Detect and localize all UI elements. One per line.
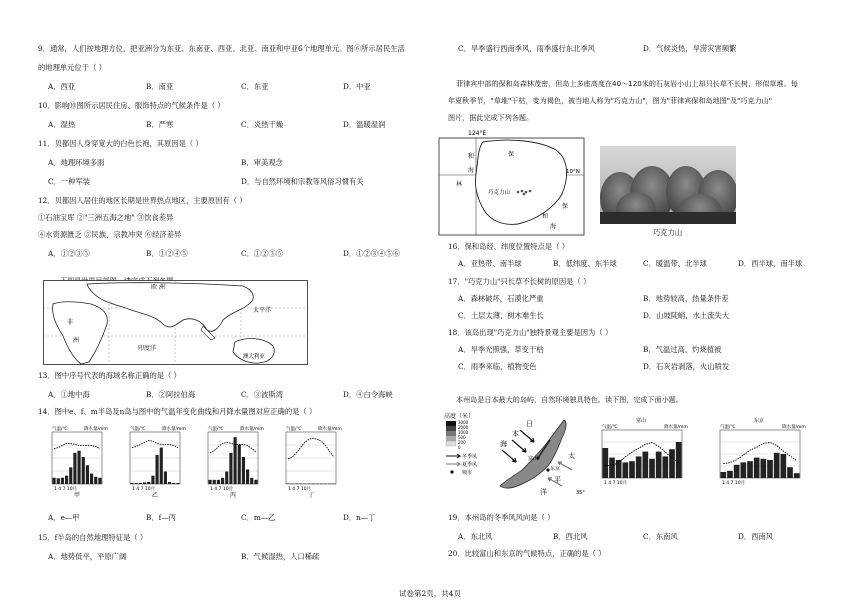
q9-option-b: B．南亚: [146, 82, 174, 91]
rain-bar: [669, 449, 675, 478]
q12-option-a: A．①②③⑤: [48, 249, 90, 258]
q17-option-d: D．山坡陡峭，水土流失大: [643, 311, 730, 320]
map-label-bao-2: 保: [562, 203, 569, 210]
rain-axis-label: 降水量/mm: [240, 427, 264, 432]
rain-bar: [176, 483, 179, 484]
map-label-australia: 澳大利亚: [243, 354, 266, 360]
rain-bar: [328, 483, 331, 484]
rain-bar: [53, 478, 56, 484]
map-label-hai-2: 海: [550, 223, 557, 230]
q9-stem: 9．通常，人们按地理方位，把亚洲分为东亚、东南亚、西亚、北亚、南亚和中亚6个地理单元。图⑥所示居民生活: [38, 44, 405, 53]
rain-bar: [649, 459, 655, 478]
rain-bar: [147, 482, 150, 484]
rain-bar: [246, 469, 249, 484]
map-label-ri: 日: [526, 420, 533, 428]
q12-option-d: D．①②③④⑤⑥: [343, 249, 400, 258]
map-label-hai: 海: [468, 167, 475, 174]
rain-bar: [238, 444, 241, 484]
chart-label: 丙: [230, 492, 237, 499]
legend-level-3000: 3000: [458, 420, 469, 425]
rain-bar: [78, 451, 81, 484]
month-axis-label: 1 4 7 10月: [288, 487, 312, 492]
q15-stem: 15．f半岛的自然地理特征是（ ）: [38, 533, 148, 542]
q14-option-b: B．f—丙: [146, 513, 176, 522]
q14-option-c: C．m—乙: [241, 513, 276, 522]
legend-level-0: 0: [458, 445, 461, 450]
rain-bar: [676, 442, 682, 478]
rain-bar: [156, 455, 159, 484]
climate-chart-2: [208, 425, 264, 499]
rain-bar: [623, 462, 629, 478]
climate-chart-0: [52, 425, 108, 499]
rain-axis-label: 降水量/mm: [84, 427, 108, 432]
q17-option-c: C．土层太薄，树木难生长: [458, 311, 544, 320]
map-label-lin: 林: [456, 181, 463, 188]
q13-option-c: C．③波斯湾: [241, 390, 284, 399]
q15-option-a: A．地势低平，平原广阔: [48, 552, 127, 561]
q16-stem: 16．保和岛经、纬度位置特点是（ ）: [448, 242, 570, 251]
q9-stem-cont: 的地理单元位于（ ）: [38, 63, 106, 72]
elevation-legend-title: 高度（米）: [444, 413, 475, 420]
bohol-intro-line-2: 年夏秋季节，"草堆"干枯，变为褐色，被当地人称为"巧克力山"，图为"菲律宾保和岛地图"及"巧克力山": [448, 96, 773, 105]
q10-stem: 10．影响⑩图所示居民住房、服饰特点的气候条件是（ ）: [38, 101, 225, 110]
rain-bar: [61, 478, 64, 484]
q13-stem: 13．图中序号代表的海域名称正确的是（ ）: [38, 371, 181, 380]
q16-option-c: C．暖温带、北半球: [643, 259, 707, 268]
rain-axis-label: 降水量/mm: [782, 425, 806, 430]
month-axis-label: 1 4 7 10月: [132, 487, 156, 492]
rain-bar: [312, 483, 315, 484]
map-label-europe: 欧 洲: [151, 284, 165, 291]
month-axis-label: 1 4 7 10月: [210, 487, 234, 492]
rain-bar: [636, 456, 642, 478]
rain-bar: [287, 483, 290, 484]
month-axis-label: 1 4 7 10月: [722, 481, 746, 486]
climate-charts: [38, 420, 368, 505]
world-partial-map: [43, 280, 308, 365]
rain-bar: [65, 476, 68, 484]
rain-bar: [225, 472, 228, 484]
map-label-lat-35: 35°: [576, 490, 585, 496]
map-label-africa-1: 非: [67, 319, 74, 326]
rain-bar: [250, 478, 253, 484]
climate-chart-1: [130, 425, 186, 499]
rain-axis-label: 降水量/mm: [318, 427, 342, 432]
rain-bar: [151, 476, 154, 484]
photo-caption: 巧克力山: [653, 228, 683, 237]
rain-bar: [320, 483, 323, 484]
legend-city: 城市: [462, 470, 473, 476]
rain-bar: [781, 454, 787, 478]
rain-bar: [656, 452, 662, 478]
chocolate-hills-photo: [600, 146, 736, 224]
elevation-legend: [446, 421, 456, 446]
chart-label: 丁: [308, 492, 315, 499]
q16-option-a: A．亚热带、南半球: [458, 259, 522, 268]
latitude-label: 10°N: [566, 169, 580, 175]
q19-option-a: A．东北风: [458, 532, 493, 541]
legend-level-200: 200: [458, 440, 466, 445]
legend-level-500: 500: [458, 435, 466, 440]
map-label-pacific: 太平洋: [253, 307, 272, 314]
rain-bar: [139, 483, 142, 484]
rain-bar: [168, 482, 171, 484]
q19-option-c: C．东南风: [643, 532, 678, 541]
rain-bar: [254, 480, 257, 484]
rain-bar: [299, 483, 302, 484]
month-axis-label: 1 4 7 10月: [54, 487, 78, 492]
legend-summer-monsoon: 夏季风: [462, 462, 478, 468]
map-label-tokyo: 东京: [550, 466, 561, 472]
rain-bar: [242, 457, 245, 484]
q9-option-c: C．东亚: [241, 82, 269, 91]
q11-stem: 11．贝都因人身穿宽大的白色长袍，其原因是（ ）: [38, 139, 203, 148]
rain-bar: [213, 480, 216, 484]
rain-bar: [57, 478, 60, 484]
rain-bar: [316, 483, 319, 484]
q12-stem: 12．贝都因人居住的地区长期是世界热点地区，主要原因有（ ）: [38, 196, 247, 205]
rain-bar: [143, 482, 146, 484]
rain-bar: [307, 483, 310, 484]
map-label-chocolate-hills: 巧克力山: [488, 190, 511, 196]
map-label-ping: 平: [554, 476, 561, 484]
rain-bar: [131, 483, 134, 484]
q17-stem: 17．"巧克力山"只长草不长树的原因是（ ）: [448, 277, 591, 286]
rain-bar: [291, 483, 294, 484]
q20-stem: 20．比较富山和东京的气候特点，正确的是（ ）: [448, 549, 606, 558]
chart-label: 甲: [74, 492, 81, 499]
month-axis-label: 1 4 7 10月: [604, 481, 628, 486]
q15-option-c: C．旱季盛行西南季风，雨季盛行东北季风: [458, 44, 595, 53]
rain-bar: [629, 461, 635, 478]
rain-bar: [69, 467, 72, 484]
rain-bar: [324, 483, 327, 484]
rain-bar: [741, 462, 747, 478]
rain-bar: [98, 478, 101, 484]
q18-stem: 18．该岛出现"巧克力山"独特景观主要是因为（ ）: [448, 328, 613, 337]
legend-winter-monsoon: 冬季风: [462, 454, 478, 460]
rain-bar: [774, 453, 780, 478]
q19-option-b: B．西北风: [553, 532, 588, 541]
rain-bar: [747, 461, 753, 478]
chart-label: 乙: [152, 492, 159, 499]
rain-bar: [164, 472, 167, 484]
q10-option-c: C．炎热干燥: [241, 120, 284, 129]
q11-option-c: C．一种军装: [48, 177, 91, 186]
q18-option-c: C．雨季来临，植物变色: [458, 362, 537, 371]
q12-option-c: C．①②③⑤: [241, 249, 284, 258]
rain-bar: [209, 480, 212, 484]
temp-axis-label: 气温/℃: [602, 425, 618, 430]
q16-option-d: D．西半球、南半球: [738, 259, 803, 268]
q14-stem: 14．图中e、f、m半岛及n岛与图中的气温年变化曲线和月降水量图对应正确的是（ ）: [38, 407, 317, 416]
bohol-island-map: [438, 128, 588, 238]
rain-bar: [794, 473, 800, 478]
legend-level-2000: 2000: [458, 425, 469, 430]
q15-option-b: B．气候湿热，人口稀疏: [241, 552, 320, 561]
q11-option-d: D．与自然环境和宗教等风俗习惯有关: [241, 177, 364, 186]
rain-bar: [761, 459, 767, 478]
temp-axis-label: 气温/℃: [720, 425, 736, 430]
map-label-toyama: 富山: [528, 456, 539, 462]
rain-bar: [609, 458, 615, 478]
rain-bar: [663, 456, 669, 478]
q13-option-a: A．①地中海: [48, 390, 90, 399]
q17-option-b: B．地势较高，热量条件差: [643, 294, 729, 303]
rain-bar: [229, 453, 232, 484]
rain-bar: [787, 467, 793, 478]
q19-stem: 19．本州岛的冬季风风向是（ ）: [448, 513, 555, 522]
rain-bar: [727, 471, 733, 478]
rain-bar: [94, 477, 97, 484]
q12-items-2: ④水资源匮乏 ⑤民族、宗教冲突 ⑥经济差异: [38, 230, 182, 239]
rain-bar: [734, 465, 740, 478]
q13-option-d: D．④白令海峡: [343, 390, 393, 399]
q10-option-b: B．严寒: [146, 120, 174, 129]
q18-option-b: B．气温过高，灼烧植被: [643, 345, 722, 354]
rain-bar: [603, 448, 609, 478]
climate-chart-1: [720, 417, 806, 486]
climate-chart-0: [602, 417, 688, 486]
q17-option-a: A．森林破坏，石漠化严重: [458, 294, 544, 303]
q10-option-a: A．湿热: [48, 120, 76, 129]
rain-bar: [135, 483, 138, 484]
map-label-he-2: 和: [542, 213, 549, 220]
rain-bar: [332, 483, 335, 484]
q11-option-b: B．审美观念: [241, 158, 283, 167]
rain-bar: [767, 460, 773, 478]
q15-option-d: D．气候炎热，旱涝灾害频繁: [643, 44, 737, 53]
rain-axis-label: 降水量/mm: [664, 425, 688, 430]
temp-axis-label: 气温/℃: [208, 427, 224, 432]
rain-bar: [73, 453, 76, 484]
chart-title: 富山: [636, 418, 647, 424]
map-label-tai: 太: [568, 452, 575, 460]
temp-axis-label: 气温/℃: [130, 427, 146, 432]
page-footer: 试卷第2页，共4页: [398, 589, 462, 598]
rain-bar: [160, 448, 163, 484]
temp-axis-label: 气温/℃: [286, 427, 302, 432]
legend-level-1000: 1000: [458, 430, 469, 435]
rain-axis-label: 降水量/mm: [162, 427, 186, 432]
wind-legend: [446, 454, 460, 474]
bohol-intro-line-1: 菲律宾中部的保和岛森林茂密，但岛上多座高度在40～120米的石灰岩小山上却只长草不长树，形似草堆。每: [456, 79, 798, 88]
rain-bar: [221, 478, 224, 484]
rain-bar: [90, 474, 93, 484]
temp-axis-label: 气温/℃: [52, 427, 68, 432]
rain-bar: [643, 452, 649, 478]
q19-option-d: D．西南风: [738, 532, 774, 541]
map-label-ben: 本: [512, 430, 519, 438]
rain-bar: [82, 457, 85, 484]
q14-option-d: D．n—丁: [343, 513, 376, 522]
rain-bar: [754, 458, 760, 478]
q14-option-a: A．e—甲: [48, 513, 80, 522]
map-label-hai-japan: 海: [500, 440, 507, 448]
rain-bar: [217, 480, 220, 484]
japan-climate-charts: [588, 412, 833, 492]
climate-chart-3: [286, 425, 342, 499]
map-label-he: 和: [468, 153, 475, 160]
q16-option-b: B．低纬度、东半球: [553, 259, 617, 268]
q18-option-d: D．石灰岩剥落，火山喷发: [643, 362, 730, 371]
q12-items-1: ①石油宝库 ②"三洲五海之地" ③饮食差异: [38, 213, 174, 222]
map-label-bao: 保: [508, 151, 515, 158]
map-label-africa-2: 洲: [73, 337, 80, 344]
q12-option-b: B．①②④⑤: [146, 249, 188, 258]
honshu-map: [442, 410, 592, 498]
q18-option-a: A．旱季光照强，草变干枯: [458, 345, 544, 354]
q9-option-a: A．西亚: [48, 82, 76, 91]
q11-option-a: A．地理环境多雨: [48, 158, 105, 167]
chart-title: 东京: [754, 418, 765, 424]
rain-bar: [303, 483, 306, 484]
map-label-yang: 洋: [540, 488, 547, 496]
rain-bar: [172, 483, 175, 484]
longitude-label: 124°E: [468, 130, 487, 137]
map-label-indian-ocean: 印度洋: [138, 345, 157, 352]
bohol-intro-line-3: 图片，据此完成下列各题。: [448, 113, 534, 122]
japan-intro: 本州岛是日本最大的岛屿，自然环境独具特色。读下图，完成下面小题。: [456, 395, 683, 404]
q10-option-d: D．温暖湿润: [343, 120, 386, 129]
q13-option-b: B．②阿拉伯海: [146, 390, 196, 399]
rain-bar: [295, 483, 298, 484]
q9-option-d: D．中亚: [343, 82, 371, 91]
rain-bar: [721, 472, 727, 478]
rain-bar: [86, 465, 89, 484]
